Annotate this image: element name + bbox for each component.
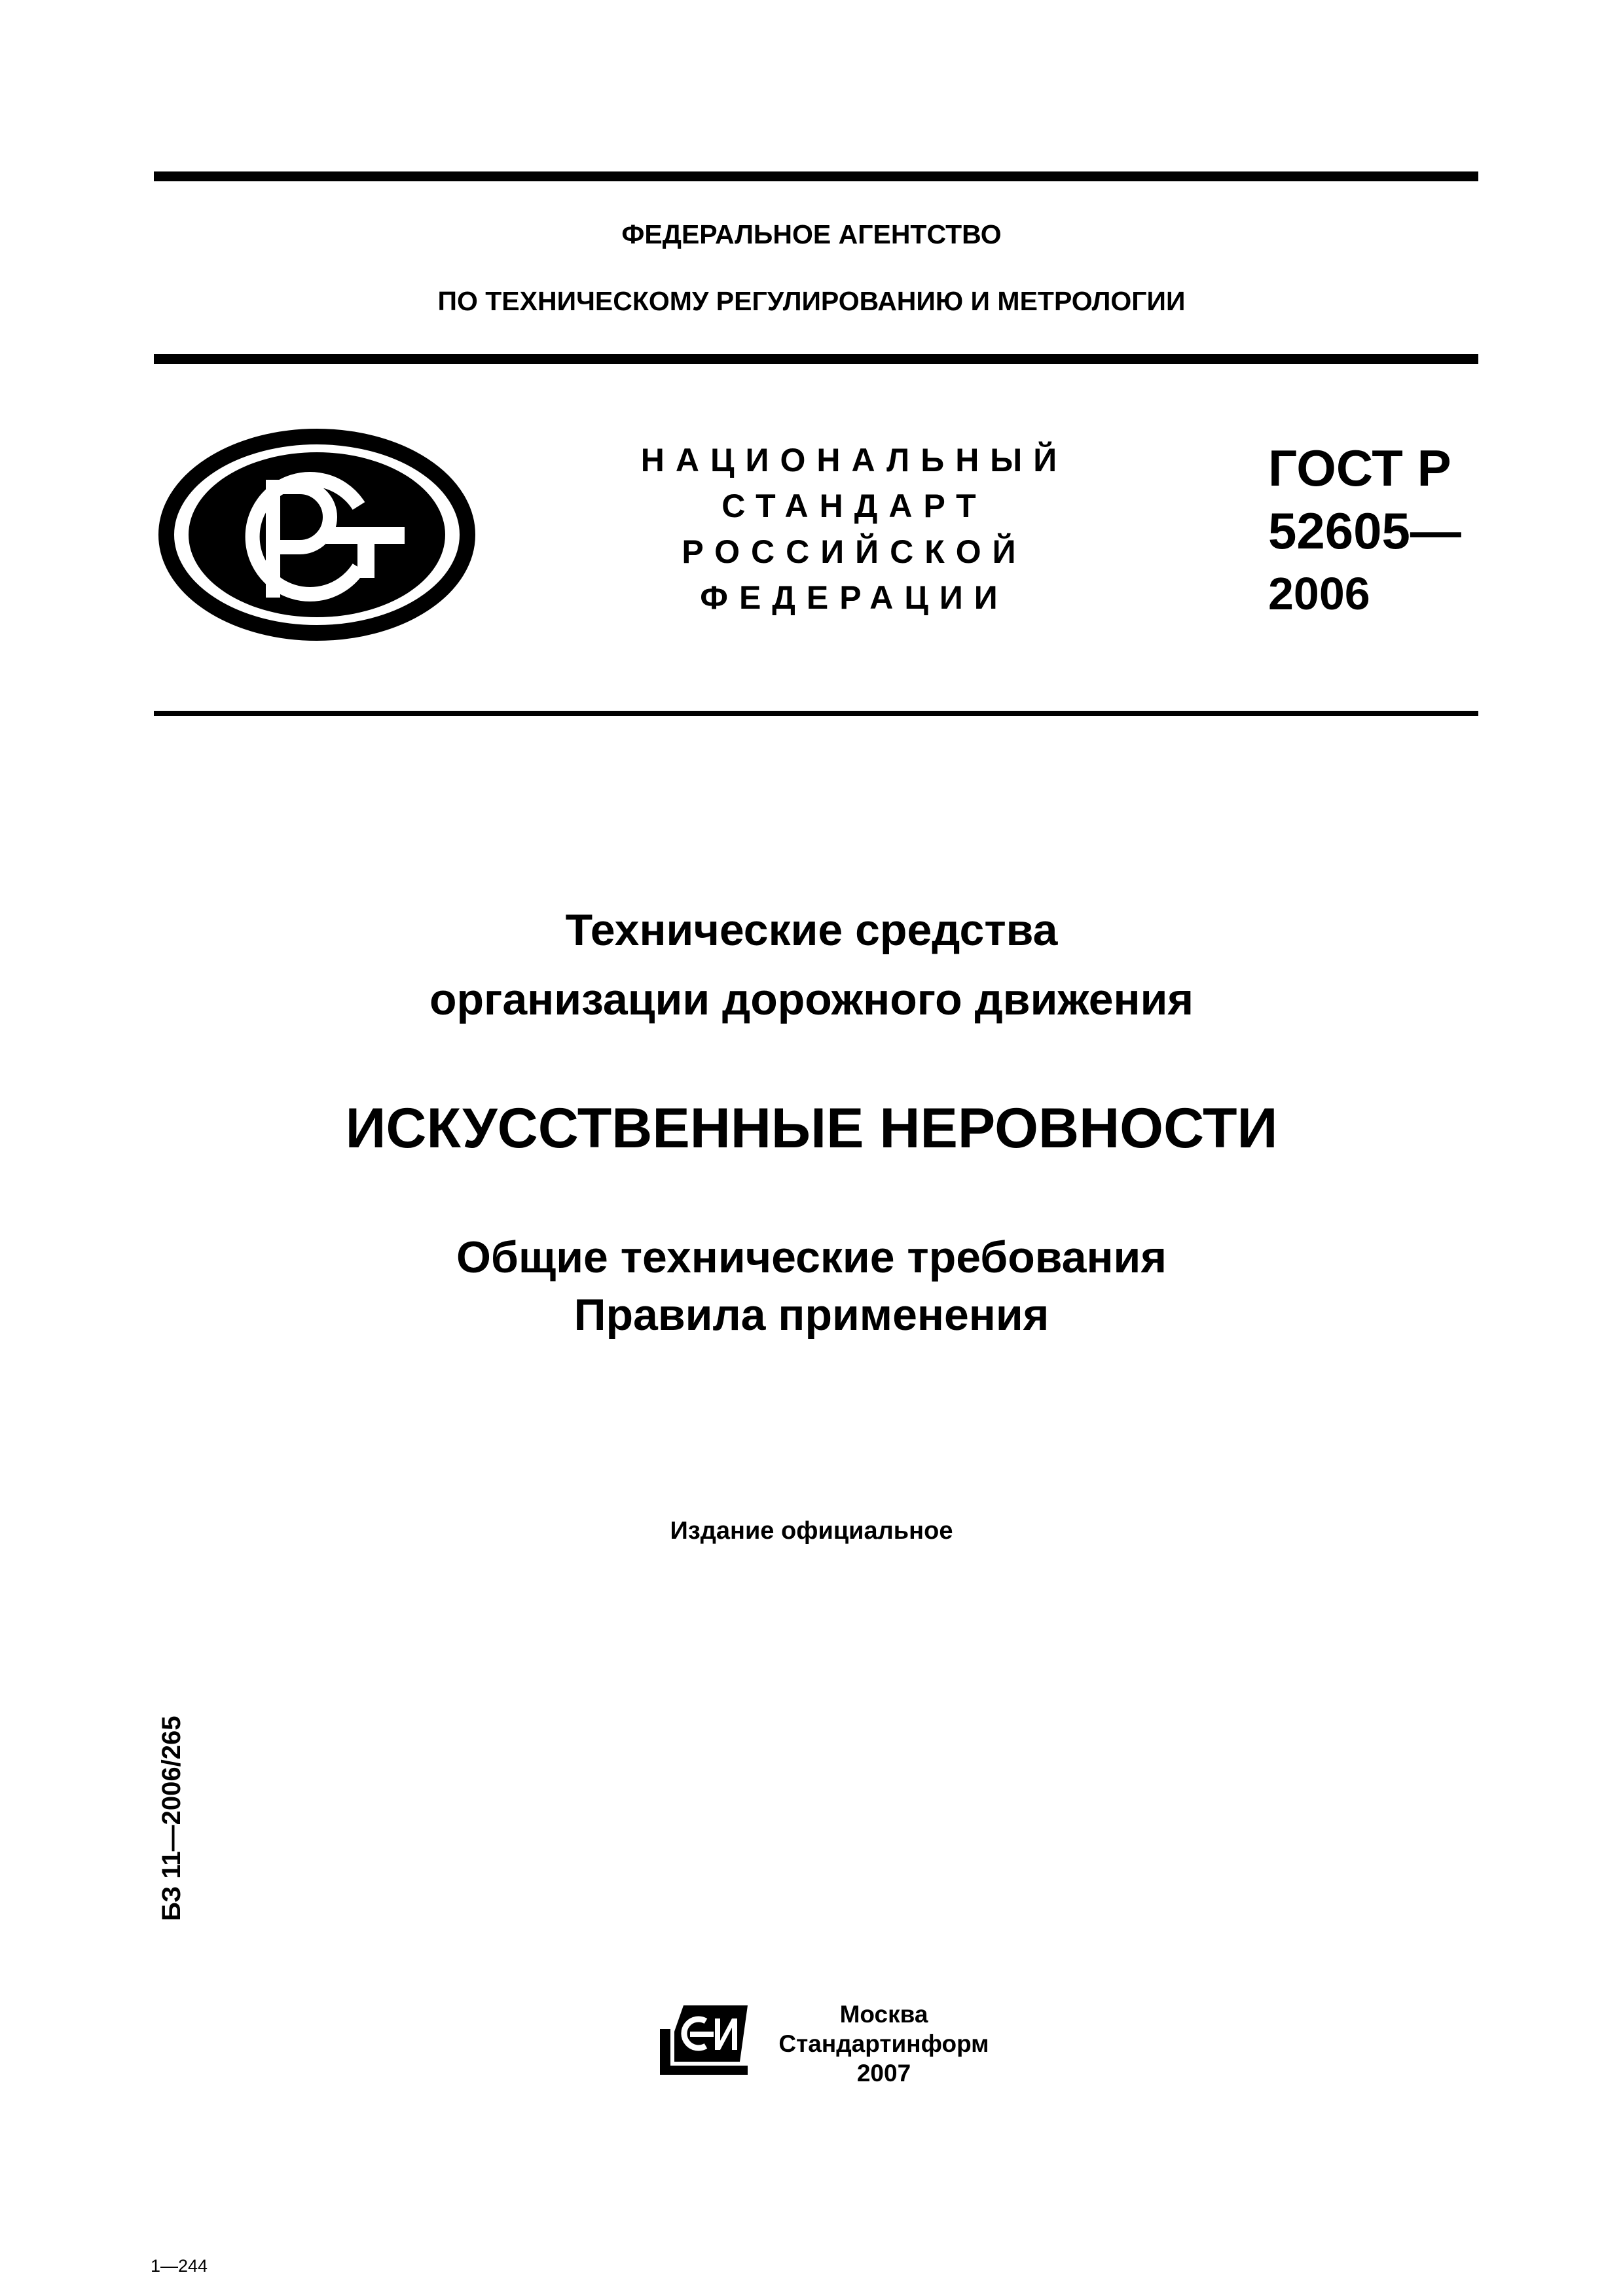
national-line-2: СТАНДАРТ — [721, 488, 987, 524]
title-line-1: Технические средства — [565, 905, 1058, 955]
national-line-4: ФЕДЕРАЦИИ — [700, 579, 1009, 616]
publisher-year: 2007 — [856, 2060, 911, 2087]
subtitle-line-2: Правила применения — [574, 1290, 1049, 1340]
national-line-1: НАЦИОНАЛЬНЫЙ — [640, 442, 1068, 478]
header-bottom-rule — [154, 354, 1478, 364]
footer-code: 1—244 — [151, 2256, 208, 2276]
main-title: ИСКУССТВЕННЫЕ НЕРОВНОСТИ — [345, 1097, 1278, 1160]
title-line-2: организации дорожного движения — [429, 975, 1194, 1024]
logo-block-bottom-rule — [154, 711, 1478, 716]
spine-code: БЗ 11—2006/265 — [157, 1715, 186, 1921]
standartinform-logo-icon — [655, 2003, 753, 2076]
gost-line-3: 2006 — [1268, 568, 1370, 619]
subtitle-line-1: Общие технические требования — [456, 1232, 1167, 1282]
publisher-name: Стандартинформ — [778, 2030, 989, 2057]
publisher-city: Москва — [839, 2001, 928, 2028]
agency-line-2: ПО ТЕХНИЧЕСКОМУ РЕГУЛИРОВАНИЮ И МЕТРОЛОГИИ — [437, 286, 1186, 316]
gost-line-1: ГОСТ Р — [1268, 439, 1451, 497]
gost-line-2: 52605— — [1268, 502, 1461, 560]
national-line-3: РОССИЙСКОЙ — [682, 533, 1027, 570]
agency-line-1: ФЕДЕРАЛЬНОЕ АГЕНТСТВО — [621, 219, 1002, 249]
edition-label: Издание официальное — [670, 1517, 953, 1545]
rst-logo-icon — [156, 429, 478, 641]
top-rule — [154, 171, 1478, 181]
